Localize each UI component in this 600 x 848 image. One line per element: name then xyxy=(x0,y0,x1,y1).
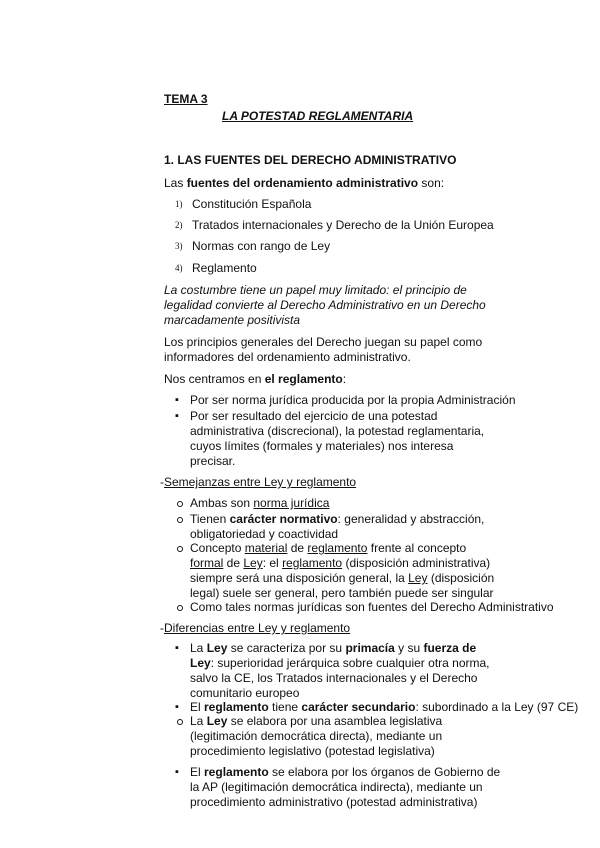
semejanzas-heading: -Semejanzas entre Ley y reglamento xyxy=(160,475,357,489)
costumbre-line: La costumbre tiene un papel muy limitado: el principio de xyxy=(164,283,467,297)
costumbre-line: marcadamente positivista xyxy=(164,313,301,327)
list-item-line: administrativa (discrecional), la potestad reglamentaria, xyxy=(190,424,485,438)
bullet-circle-icon xyxy=(177,546,183,552)
list-item: Por ser resultado del ejercicio de una potestad xyxy=(190,409,438,423)
list-item-line: siempre será una disposición general, la Ley (disposición xyxy=(190,571,495,585)
list-item-line: cuyos límites (formales y materiales) nos interesa xyxy=(190,439,454,453)
tema-number: TEMA 3 xyxy=(164,92,208,106)
bullet-icon: ▪ xyxy=(175,766,179,778)
bullet-circle-icon xyxy=(177,501,183,507)
list-number: 1) xyxy=(175,199,183,209)
list-item-line: la AP (legitimación democrática indirecta), mediante un xyxy=(190,780,483,794)
bullet-circle-icon xyxy=(177,605,183,611)
list-item: Reglamento xyxy=(192,261,257,275)
list-item-line: procedimiento administrativo (potestad administrativa) xyxy=(190,795,478,809)
principios-line: informadores del ordenamiento administrativo. xyxy=(164,350,411,364)
bullet-circle-icon xyxy=(177,719,183,725)
list-item-line: obligatoriedad y coactividad xyxy=(190,527,339,541)
list-item: Concepto material de reglamento frente al concepto xyxy=(190,541,467,555)
list-item: La Ley se caracteriza por su primacía y su fuerza de xyxy=(190,641,477,655)
list-item: Normas con rango de Ley xyxy=(192,239,331,253)
list-item-line: formal de Ley: el reglamento (disposición administrativa) xyxy=(190,556,491,570)
list-item-line: procedimiento legislativo (potestad legislativa) xyxy=(190,744,435,758)
centramos-text: Nos centramos en el reglamento: xyxy=(164,372,347,386)
bullet-icon: ▪ xyxy=(175,410,179,422)
list-item: Tratados internacionales y Derecho de la Unión Europea xyxy=(192,218,494,232)
list-number: 2) xyxy=(175,220,183,230)
bullet-icon: ▪ xyxy=(175,701,179,713)
list-item-line: legal) suele ser general, pero también puede ser singular xyxy=(190,586,494,600)
list-item-line: precisar. xyxy=(190,454,236,468)
list-number: 3) xyxy=(175,241,183,251)
list-item-line: salvo la CE, los Tratados internacionales y el Derecho xyxy=(190,671,478,685)
sources-intro: Las fuentes del ordenamiento administrativo son: xyxy=(164,176,445,190)
list-item-line: (legitimación democrática directa), mediante un xyxy=(190,729,443,743)
diferencias-heading: -Diferencias entre Ley y reglamento xyxy=(160,621,351,635)
list-item: Ambas son norma jurídica xyxy=(190,496,330,510)
section-heading: 1. LAS FUENTES DEL DERECHO ADMINISTRATIVO xyxy=(164,153,457,167)
bullet-circle-icon xyxy=(177,517,183,523)
list-item: El reglamento se elabora por los órganos de Gobierno de xyxy=(190,765,501,779)
list-item: Constitución Española xyxy=(192,197,312,211)
list-item: El reglamento tiene carácter secundario: subordinado a la Ley (97 CE) xyxy=(190,700,579,714)
list-item-line: comunitario europeo xyxy=(190,686,300,700)
list-item: Como tales normas jurídicas son fuentes del Derecho Administrativo xyxy=(190,600,554,614)
page-title: LA POTESTAD REGLAMENTARIA xyxy=(222,109,414,123)
list-item: Tienen carácter normativo: generalidad y abstracción, xyxy=(190,512,485,526)
list-item-line: Ley: superioridad jerárquica sobre cualquier otra norma, xyxy=(190,656,490,670)
costumbre-line: legalidad convierte al Derecho Administrativo en un Derecho xyxy=(164,298,486,312)
bullet-icon: ▪ xyxy=(175,642,179,654)
list-item: La Ley se elabora por una asamblea legislativa xyxy=(190,714,443,728)
principios-line: Los principios generales del Derecho juegan su papel como xyxy=(164,335,483,349)
list-number: 4) xyxy=(175,263,183,273)
list-item: Por ser norma jurídica producida por la propia Administración xyxy=(190,393,516,407)
bullet-icon: ▪ xyxy=(175,394,179,406)
